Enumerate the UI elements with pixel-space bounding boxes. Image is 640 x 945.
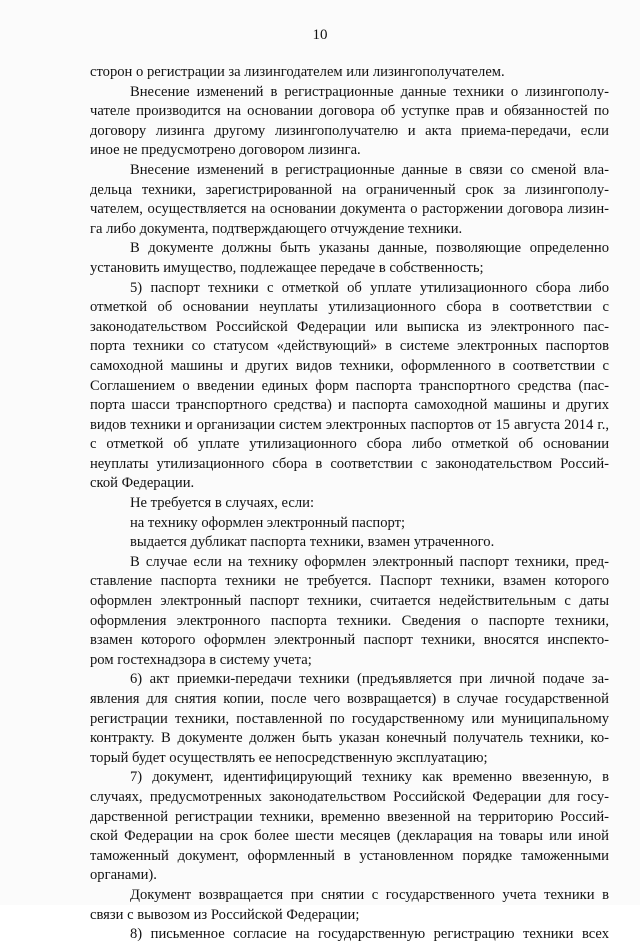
text-line: взамен которого оформлен электронный паспорт техники, вносятся инспекто- — [90, 632, 609, 649]
text-line: регистрации техники, поставленной по государственному или муниципальному — [90, 710, 609, 727]
text-line: оформлен электронный паспорт техники, считается недействительным с даты — [90, 593, 609, 610]
text-line: торый будет осуществлять ее непосредственную эксплуатацию; — [90, 749, 488, 766]
text-line: выдается дубликат паспорта техники, взамен утраченного. — [130, 534, 495, 551]
text-line: Соглашением о введении единых форм паспорта транспортного средства (пас- — [90, 377, 609, 394]
text-line: порта шасси транспортного средства) и паспорта самоходной машины и других — [90, 397, 609, 414]
text-line: ставление паспорта техники не требуется. Паспорт техники, взамен которого — [90, 573, 609, 590]
text-line: на технику оформлен электронный паспорт; — [130, 514, 406, 531]
text-line: органами). — [90, 867, 157, 884]
text-line: видов техники и организации систем электронных паспортов от 15 августа 2014 г., — [90, 416, 609, 433]
text-line: сторон о регистрации за лизингодателем или лизингополучателем. — [90, 64, 505, 80]
text-line: договору лизинга другому лизингополучателю и акта приема-передачи, если — [90, 122, 609, 139]
text-line: с отметкой об уплате утилизационного сбора либо отметкой об основании — [90, 436, 609, 453]
text-line: 6) акт приемки-передачи техники (предъявляется при личной подаче за- — [130, 671, 609, 688]
text-line: Документ возвращается при снятии с государственного учета техники в — [130, 886, 609, 903]
text-line: самоходной машины и других видов техники, оформленного в соответствии с — [90, 357, 609, 374]
text-line: 8) письменное согласие на государственную регистрацию техники всех — [130, 926, 609, 943]
text-line: 5) паспорт техники с отметкой об уплате утилизационного сбора либо — [130, 279, 609, 296]
text-line: В документе должны быть указаны данные, позволяющие определенно — [130, 240, 609, 257]
text-line: законодательством Российской Федерации или выписка из электронного пас- — [90, 318, 609, 335]
text-line: таможенный документ, оформленный в установленном порядке таможенными — [90, 847, 609, 864]
text-line: иное не предусмотрено договором лизинга. — [90, 142, 361, 159]
text-line: оформления электронного паспорта техники. Сведения о паспорте техники, — [90, 612, 609, 629]
text-line: чателе производится на основании договора об уступке прав и обязанностей по — [90, 103, 609, 120]
text-line: 7) документ, идентифицирующий технику как временно ввезенную, в — [130, 769, 609, 786]
text-line: явления для снятия копии, после чего возвращается) в случае государственной — [90, 691, 609, 707]
text-line: ской Федерации на срок более шести месяцев (декларация на товары или иной — [90, 828, 609, 845]
text-line: дельца техники, зарегистрированной на ограниченный срок за лизингополу- — [90, 181, 609, 198]
text-line: Не требуется в случаях, если: — [130, 495, 315, 512]
text-line: порта техники со статусом «действующий» в системе электронных паспортов — [90, 338, 609, 355]
text-line: неуплаты утилизационного сбора в соответствии с законодательством Россий- — [90, 455, 609, 472]
text-line: контракту. В документе должен быть указан конечный получатель техники, ко- — [90, 730, 609, 747]
text-line: отметкой об основании неуплаты утилизационного сбора в соответствии с — [90, 299, 609, 316]
text-line: случаях, предусмотренных законодательством Российской Федерации для госу- — [90, 788, 609, 805]
text-line: дарственной регистрации техники, временно ввезенной на территорию Россий- — [90, 808, 609, 825]
text-line: связи с вывозом из Российской Федерации; — [90, 906, 360, 923]
text-line: Внесение изменений в регистрационные данные в связи со сменой вла- — [130, 161, 609, 178]
text-line: ром гостехнадзора в систему учета; — [90, 651, 312, 668]
page-number: 10 — [312, 27, 328, 43]
text-line: га либо документа, подтверждающего отчуждение техники. — [90, 220, 463, 237]
text-line: чателем, осуществляется на основании документа о расторжении договора лизин- — [90, 201, 609, 218]
text-line: установить имущество, подлежащее передаче в собственность; — [90, 259, 484, 276]
text-line: ской Федерации. — [90, 475, 195, 492]
text-line: В случае если на технику оформлен электронный паспорт техники, пред- — [130, 553, 609, 570]
text-line: Внесение изменений в регистрационные данные техники о лизингополу- — [130, 83, 609, 100]
body-text — [90, 63, 609, 945]
